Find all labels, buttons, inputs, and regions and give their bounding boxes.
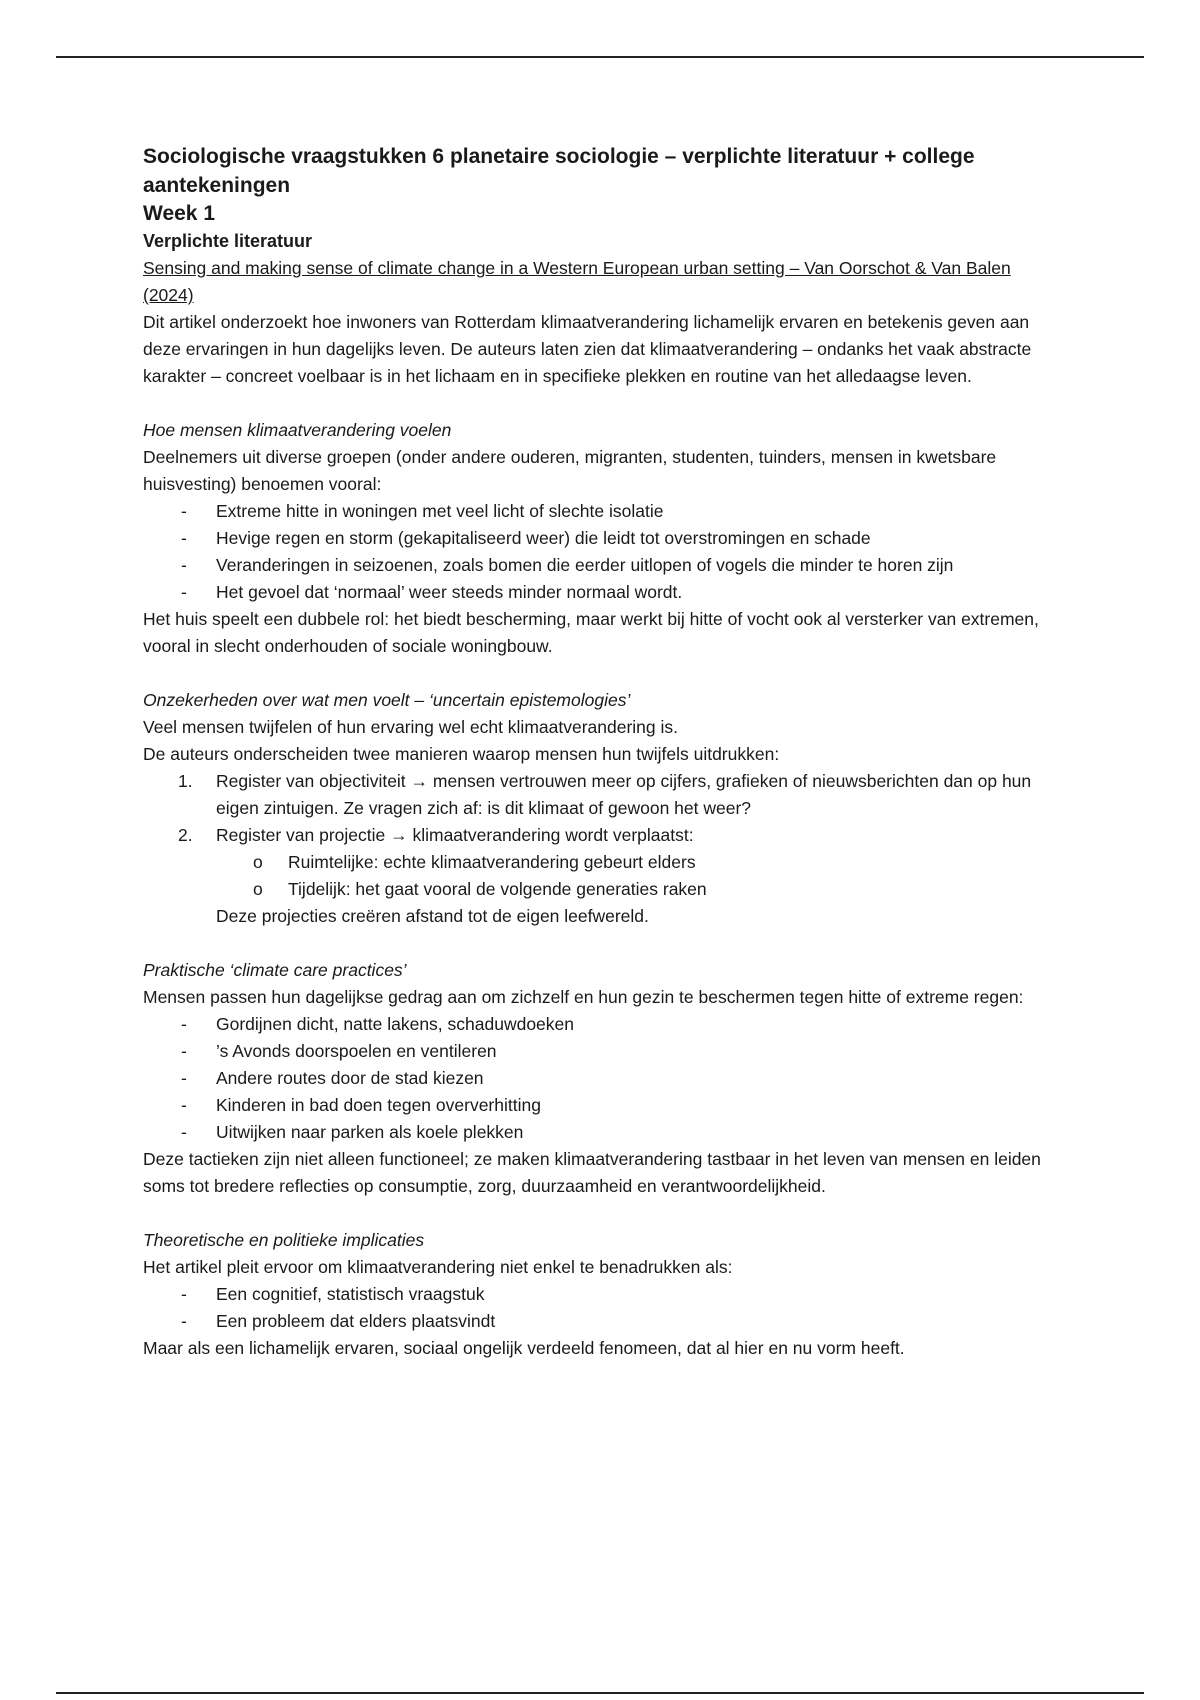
section-implications-intro: Het artikel pleit ervoor om klimaatverandering niet enkel te benadrukken als: xyxy=(143,1257,733,1277)
section-feeling-intro: Deelnemers uit diverse groepen (onder andere ouderen, migranten, studenten, tuinders, mensen in kwetsbare huisvesting) benoemen vooral: xyxy=(143,447,997,494)
section-care-outro: Deze tactieken zijn niet alleen functioneel; ze maken klimaatverandering tastbaar in het leven van mensen en leiden soms tot bredere reflecties op consumptie, zorg, duurzaamheid en verantwoordelijkheid. xyxy=(143,1149,1041,1196)
projection-sublist xyxy=(143,849,1063,903)
list-item: - Het gevoel dat ‘normaal’ weer steeds minder normaal wordt. xyxy=(143,579,1063,606)
list-item: - Hevige regen en storm (gekapitaliseerd weer) die leidt tot overstromingen en schade xyxy=(143,525,1063,552)
footer-rule xyxy=(56,1692,1144,1694)
list-number: 1. xyxy=(178,771,193,791)
list-item: - Andere routes door de stad kiezen xyxy=(143,1065,1063,1092)
projection-note: Deze projecties creëren afstand tot de eigen leefwereld. xyxy=(216,906,649,926)
list-item: - ’s Avonds doorspoelen en ventileren xyxy=(143,1038,1063,1065)
document-body xyxy=(143,142,1063,1362)
document-title: Sociologische vraagstukken 6 planetaire sociologie – verplichte literatuur + college aantekeningen xyxy=(143,145,975,197)
list-item xyxy=(143,768,1063,822)
intro-paragraph: Dit artikel onderzoekt hoe inwoners van Rotterdam klimaatverandering lichamelijk ervaren en betekenis geven aan deze ervaringen in hun dagelijks leven. De auteurs laten zien dat klimaatverandering – ondanks het vaak abstracte karakter – concreet voelbaar is in het lichaam en in specifieke plekken en routine van het alledaagse leven. xyxy=(143,312,1032,386)
list-item: - Een probleem dat elders plaatsvindt xyxy=(143,1308,1063,1335)
list-item: - Veranderingen in seizoenen, zoals bomen die eerder uitlopen of vogels die minder te horen zijn xyxy=(143,552,1063,579)
list-item-text: Register van objectiviteit → mensen vertrouwen meer op cijfers, grafieken of nieuwsberichten dan op hun eigen zintuigen. Ze vragen zich af: is dit klimaat of gewoon het weer? xyxy=(216,771,1032,818)
care-list xyxy=(143,1011,1063,1146)
section-uncertain-line1: Veel mensen twijfelen of hun ervaring wel echt klimaatverandering is. xyxy=(143,717,679,737)
section-heading-care: Praktische ‘climate care practices’ xyxy=(143,960,407,980)
section-uncertain-line2: De auteurs onderscheiden twee manieren waarop mensen hun twijfels uitdrukken: xyxy=(143,744,780,764)
section-heading-feeling: Hoe mensen klimaatverandering voelen xyxy=(143,420,452,440)
list-item: - Kinderen in bad doen tegen oververhitting xyxy=(143,1092,1063,1119)
article-reference: Sensing and making sense of climate change in a Western European urban setting – Van Oorschot & Van Balen (2024) xyxy=(143,258,1011,305)
list-item xyxy=(143,822,1063,849)
section-heading-uncertain: Onzekerheden over wat men voelt – ‘uncertain epistemologies’ xyxy=(143,690,631,710)
feeling-list xyxy=(143,498,1063,606)
section-care-intro: Mensen passen hun dagelijkse gedrag aan om zichzelf en hun gezin te beschermen tegen hitte of extreme regen: xyxy=(143,987,1024,1007)
implications-list xyxy=(143,1281,1063,1335)
list-item: - Uitwijken naar parken als koele plekken xyxy=(143,1119,1063,1146)
header-rule xyxy=(56,56,1144,58)
section-implications-outro: Maar als een lichamelijk ervaren, sociaal ongelijk verdeeld fenomeen, dat al hier en nu vorm heeft. xyxy=(143,1338,905,1358)
list-item: - Een cognitief, statistisch vraagstuk xyxy=(143,1281,1063,1308)
section-heading-implications: Theoretische en politieke implicaties xyxy=(143,1230,425,1250)
list-item: - Extreme hitte in woningen met veel licht of slechte isolatie xyxy=(143,498,1063,525)
sublist-item: o Tijdelijk: het gaat vooral de volgende generaties raken xyxy=(143,876,1063,903)
week-heading: Week 1 xyxy=(143,202,215,225)
list-item-text: Register van projectie → klimaatverandering wordt verplaatst: xyxy=(216,825,694,845)
sublist-item: o Ruimtelijke: echte klimaatverandering gebeurt elders xyxy=(143,849,1063,876)
list-item: - Gordijnen dicht, natte lakens, schaduwdoeken xyxy=(143,1011,1063,1038)
section-subheading: Verplichte literatuur xyxy=(143,231,313,251)
section-feeling-outro: Het huis speelt een dubbele rol: het biedt bescherming, maar werkt bij hitte of vocht ook al versterker van extremen, vooral in slecht onderhouden of sociale woningbouw. xyxy=(143,609,1039,656)
list-number: 2. xyxy=(178,825,193,845)
register-list xyxy=(143,768,1063,849)
